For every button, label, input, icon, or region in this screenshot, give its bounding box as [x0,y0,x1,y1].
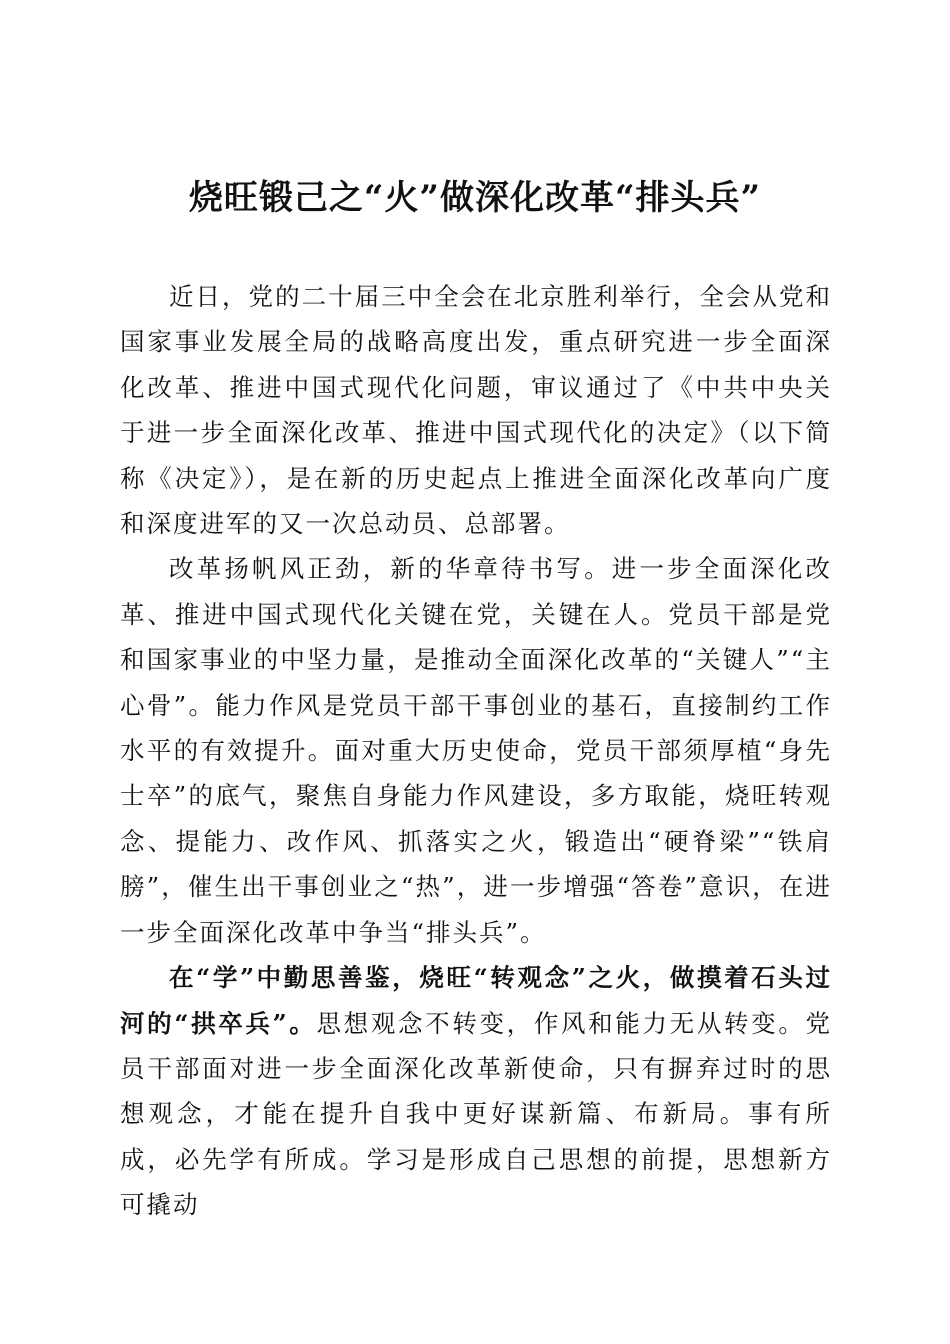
article-body [120,274,832,1228]
paragraph-reform [120,546,832,955]
section-heading: 在“学”中勤思善鉴，烧旺“转观念”之火，做摸着石头过河的“拱卒兵”。 [120,963,832,1038]
paragraph-intro [120,274,832,546]
paragraph-reform-text: 改革扬帆风正劲，新的华章待书写。进一步全面深化改革、推进中国式现代化关键在党，关键在人。党员干部是党和国家事业的中坚力量，是推动全面深化改革的“关键人”“主心骨”。能力作风是党员干部干事创业的基石，直接制约工作水平的有效提升。面对重大历史使命，党员干部须厚植“身先士卒”的底气，聚焦自身能力作风建设，多方取能，烧旺转观念、提能力、改作风、抓落实之火，锻造出“硬脊梁”“铁肩膀”，催生出干事创业之“热”，进一步增强“答卷”意识，在进一步全面深化改革中争当“排头兵”。 [120,554,832,947]
paragraph-intro-text: 近日，党的二十届三中全会在北京胜利举行，全会从党和国家事业发展全局的战略高度出发，重点研究进一步全面深化改革、推进中国式现代化问题，审议通过了《中共中央关于进一步全面深化改革、推进中国式现代化的决定》（以下简称《决定》），是在新的历史起点上推进全面深化改革向广度和深度进军的又一次总动员、总部署。 [120,282,832,539]
paragraph-study [120,955,832,1227]
article-title: 烧旺锻己之“火”做深化改革“排头兵” [188,178,762,218]
paragraph-study-text: 思想观念不转变，作风和能力无从转变。党员干部面对进一步全面深化改革新使命，只有摒弃过时的思想观念，才能在提升自我中更好谋新篇、布新局。事有所成，必先学有所成。学习是形成自己思想的前提，思想新方可撬动 [120,1008,832,1220]
